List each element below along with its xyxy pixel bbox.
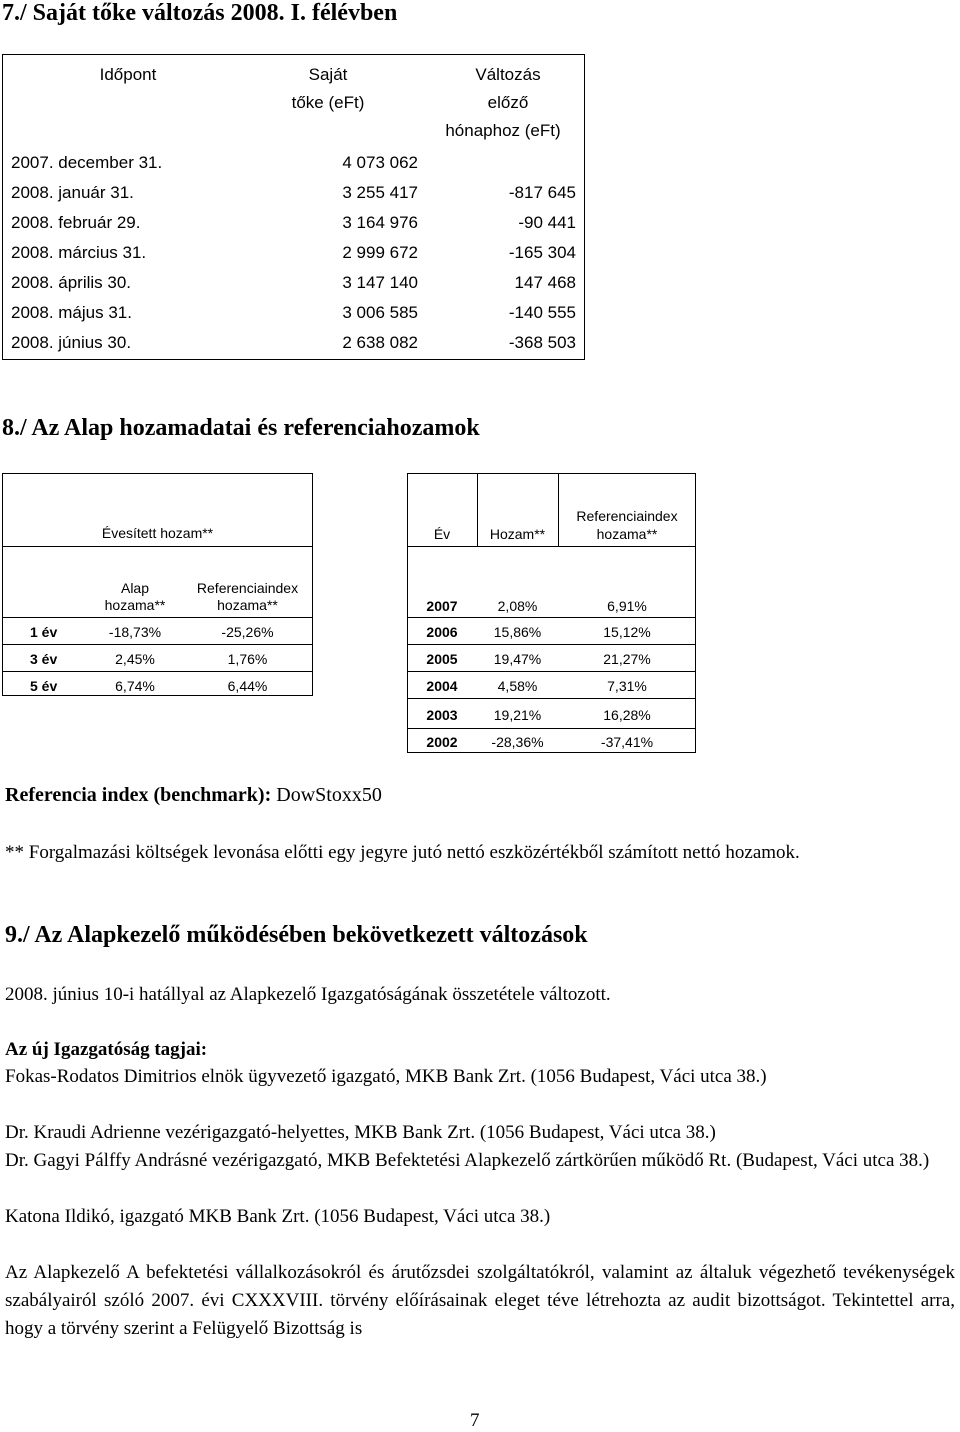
period-label: 1 év xyxy=(30,624,58,640)
year-label: 2003 xyxy=(426,707,458,723)
alap-yield: 6,74% xyxy=(115,678,155,694)
row-change: -90 441 xyxy=(518,213,576,232)
ref-yield: -25,26% xyxy=(221,624,274,640)
row-equity: 3 255 417 xyxy=(342,183,418,202)
ref-yield: 1,76% xyxy=(227,651,268,667)
row-equity: 2 638 082 xyxy=(342,333,418,352)
sub-header-ref-l2: hozama** xyxy=(217,597,278,613)
benchmark-label: Referencia index (benchmark): xyxy=(5,784,272,806)
year-label: 2004 xyxy=(426,678,458,694)
equity-table xyxy=(2,54,585,360)
ref-yield: 21,27% xyxy=(603,651,651,667)
annualized-yield-header: Évesített hozam** xyxy=(101,525,214,541)
audit-paragraph: Az Alapkezelő A befektetési vállalkozásokról és árutőzsdei szolgáltatókról, valamint az általuk végezhető tevékenységek szabályairól szóló 2007. évi CXXXVIII. törvény előírásainak eleget téve létrehozta az audit bizottságot. Tekintettel arra, hogy a törvény szerint a Felügyelő Bizottság is xyxy=(5,1262,955,1339)
year-label: 2005 xyxy=(426,651,458,667)
members-heading: Az új Igazgatóság tagjai: xyxy=(5,1039,208,1060)
alap-yield: 2,45% xyxy=(115,651,155,667)
row-equity: 3 164 976 xyxy=(342,213,418,232)
row-change: -140 555 xyxy=(508,303,576,322)
col-header-yield: Hozam** xyxy=(489,526,546,542)
col-header-ref-l2: hozama** xyxy=(596,526,658,542)
benchmark-value: DowStoxx50 xyxy=(276,784,382,806)
period-label: 5 év xyxy=(30,678,58,694)
row-date: 2008. február 29. xyxy=(11,213,141,232)
member-item: Dr. Kraudi Adrienne vezérigazgató-helyettes, MKB Bank Zrt. (1056 Budapest, Váci utca 38.) xyxy=(5,1122,716,1143)
row-date: 2008. január 31. xyxy=(11,183,134,202)
ref-yield: 15,12% xyxy=(603,624,651,640)
benchmark-line xyxy=(5,784,382,807)
col-header-change-l1: Változás xyxy=(475,65,541,84)
section-8-title: 8./ Az Alap hozamadatai és referenciahozamok xyxy=(2,415,480,441)
section-9-intro: 2008. június 10-i hatállyal az Alapkezelő Igazgatóságának összetétele változott. xyxy=(5,984,611,1005)
footnote: ** Forgalmazási költségek levonása előtti egy jegyre jutó nettó eszközértékből számított nettó hozamok. xyxy=(5,842,800,863)
row-equity: 4 073 062 xyxy=(342,153,418,172)
row-date: 2008. május 31. xyxy=(11,303,132,322)
alap-yield: -18,73% xyxy=(108,624,162,640)
fund-yield: 2,08% xyxy=(497,598,538,614)
ref-yield: 6,91% xyxy=(607,598,647,614)
col-header-change-l2: előző xyxy=(487,93,529,112)
row-date: 2008. március 31. xyxy=(11,243,147,262)
row-date: 2008. június 30. xyxy=(11,333,132,352)
col-header-ref-l1: Referenciaindex xyxy=(576,508,678,524)
member-item: Katona Ildikó, igazgató MKB Bank Zrt. (1056 Budapest, Váci utca 38.) xyxy=(5,1206,551,1227)
fund-yield: 19,47% xyxy=(493,651,542,667)
member-item: Fokas-Rodatos Dimitrios elnök ügyvezető igazgató, MKB Bank Zrt. (1056 Budapest, Váci utca 38.) xyxy=(5,1066,767,1087)
row-equity: 3 147 140 xyxy=(342,273,418,292)
col-header-date: Időpont xyxy=(99,65,157,84)
ref-yield: 6,44% xyxy=(227,678,268,694)
section-9-title: 9./ Az Alapkezelő működésében bekövetkezett változások xyxy=(5,922,588,948)
row-change: 147 468 xyxy=(514,273,576,292)
sub-header-ref-l1: Referenciaindex xyxy=(196,580,299,596)
row-equity: 3 006 585 xyxy=(342,303,418,322)
ref-yield: 7,31% xyxy=(607,678,647,694)
fund-yield: 4,58% xyxy=(497,678,538,694)
row-change: -817 645 xyxy=(508,183,576,202)
sub-header-alap-l1: Alap xyxy=(120,580,150,596)
page-number: 7 xyxy=(470,1410,480,1431)
row-date: 2008. április 30. xyxy=(11,273,132,292)
col-header-change-l3: hónaphoz (eFt) xyxy=(445,121,561,140)
row-equity: 2 999 672 xyxy=(342,243,418,262)
ref-yield: 16,28% xyxy=(603,707,651,723)
year-label: 2006 xyxy=(426,624,458,640)
sub-header-alap-l2: hozama** xyxy=(104,597,166,613)
fund-yield: 15,86% xyxy=(493,624,542,640)
row-date: 2007. december 31. xyxy=(11,153,163,172)
ref-yield: -37,41% xyxy=(600,734,654,750)
year-label: 2002 xyxy=(426,734,458,750)
row-change: -165 304 xyxy=(508,243,576,262)
period-label: 3 év xyxy=(30,651,58,667)
fund-yield: 19,21% xyxy=(493,707,542,723)
col-header-year: Év xyxy=(433,526,451,542)
member-item: Dr. Gagyi Pálffy Andrásné vezérigazgató, MKB Befektetési Alapkezelő zártkörűen működő Rt. (Budapest, Váci utca 38.) xyxy=(5,1150,930,1171)
row-change: -368 503 xyxy=(508,333,576,352)
fund-yield: -28,36% xyxy=(491,734,544,750)
section-7-title: 7./ Saját tőke változás 2008. I. félévben xyxy=(2,0,398,26)
year-label: 2007 xyxy=(426,598,458,614)
col-header-equity-l1: Saját xyxy=(308,65,348,84)
col-header-equity-l2: tőke (eFt) xyxy=(291,93,365,112)
